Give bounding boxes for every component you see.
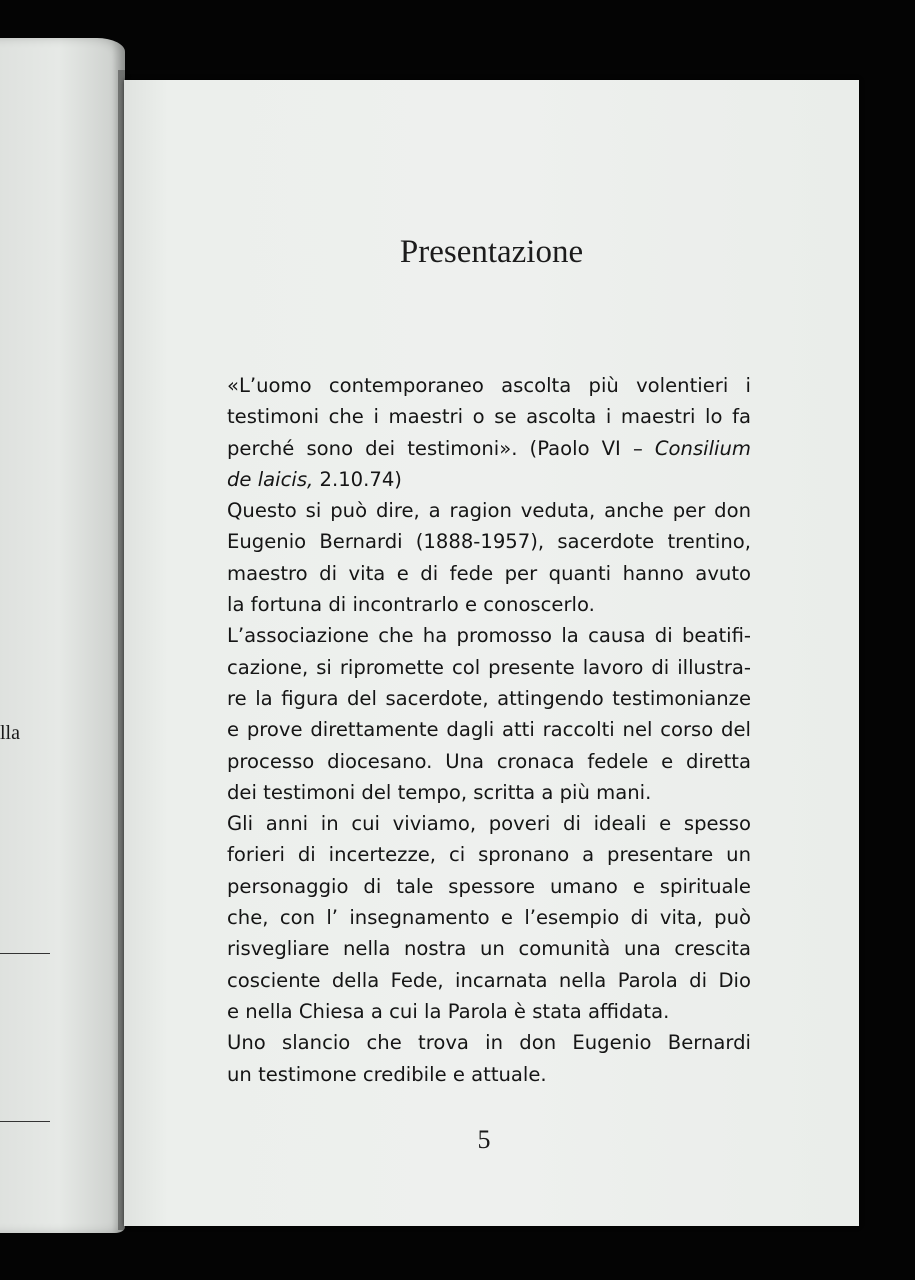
left-page-text-fragment: lla bbox=[0, 722, 20, 744]
text-run: 2.10.74) bbox=[313, 467, 402, 491]
text-line bbox=[227, 526, 751, 557]
text-run: perché sono dei testimoni». (Paolo VI – bbox=[227, 436, 655, 460]
text-run: cazione, si ripromette col presente lavoro di illustra- bbox=[227, 655, 751, 679]
text-run: Questo si può dire, a ragion veduta, anche per don bbox=[227, 499, 751, 523]
right-page bbox=[124, 80, 859, 1226]
text-run: un testimone credibile e attuale. bbox=[227, 1062, 547, 1086]
italic-citation: de laicis, bbox=[227, 467, 314, 491]
italic-citation: Consilium bbox=[654, 436, 751, 460]
text-line bbox=[227, 1059, 751, 1090]
text-run: che, con l’ insegnamento e l’esempio di vita, può bbox=[227, 906, 751, 930]
text-run: forieri di incertezze, ci spronano a presentare un bbox=[227, 843, 751, 867]
text-line bbox=[227, 808, 751, 839]
text-run: processo diocesano. Una cronaca fedele e diretta bbox=[227, 749, 751, 773]
text-run: maestro di vita e di fede per quanti hanno avuto bbox=[227, 561, 751, 585]
text-line bbox=[227, 965, 751, 996]
left-page-rule bbox=[0, 1121, 50, 1122]
text-line bbox=[227, 589, 751, 620]
text-run: e prove direttamente dagli atti raccolti nel corso del bbox=[227, 718, 751, 742]
text-line bbox=[227, 746, 751, 777]
text-line bbox=[227, 495, 751, 526]
text-run: la fortuna di incontrarlo e conoscerlo. bbox=[227, 593, 595, 617]
left-page-rule bbox=[0, 953, 50, 954]
text-run: dei testimoni del tempo, scritta a più mani. bbox=[227, 780, 652, 804]
text-line bbox=[227, 652, 751, 683]
text-line bbox=[227, 1027, 751, 1058]
text-run: testimoni che i maestri o se ascolta i maestri lo fa bbox=[227, 405, 751, 429]
text-line bbox=[227, 933, 751, 964]
text-line bbox=[227, 902, 751, 933]
text-line bbox=[227, 620, 751, 651]
text-line bbox=[227, 871, 751, 902]
text-run: Uno slancio che trova in don Eugenio Bernardi bbox=[227, 1031, 751, 1055]
text-line bbox=[227, 433, 751, 464]
left-page bbox=[0, 38, 125, 1233]
text-run: re la figura del sacerdote, attingendo testimonianze bbox=[227, 686, 751, 710]
text-run: personaggio di tale spessore umano e spirituale bbox=[227, 874, 751, 898]
text-line bbox=[227, 714, 751, 745]
presentation-text bbox=[227, 370, 751, 1090]
text-run: Eugenio Bernardi (1888-1957), sacerdote trentino, bbox=[227, 530, 751, 554]
text-run: cosciente della Fede, incarnata nella Parola di Dio bbox=[227, 968, 751, 992]
text-line bbox=[227, 464, 751, 495]
text-line bbox=[227, 558, 751, 589]
text-run: risvegliare nella nostra un comunità una crescita bbox=[227, 937, 751, 961]
page-title: Presentazione bbox=[399, 234, 584, 270]
text-line bbox=[227, 401, 751, 432]
text-line bbox=[227, 683, 751, 714]
text-run: e nella Chiesa a cui la Parola è stata affidata. bbox=[227, 999, 670, 1023]
text-run: L’associazione che ha promosso la causa di beatifi- bbox=[227, 624, 751, 648]
text-line bbox=[227, 777, 751, 808]
text-run: Gli anni in cui viviamo, poveri di ideali e spesso bbox=[227, 812, 751, 836]
text-line bbox=[227, 370, 751, 401]
page-number: 5 bbox=[477, 1125, 491, 1154]
text-run: «L’uomo contemporaneo ascolta più volentieri i bbox=[227, 374, 751, 397]
text-line bbox=[227, 996, 751, 1027]
text-line bbox=[227, 839, 751, 870]
